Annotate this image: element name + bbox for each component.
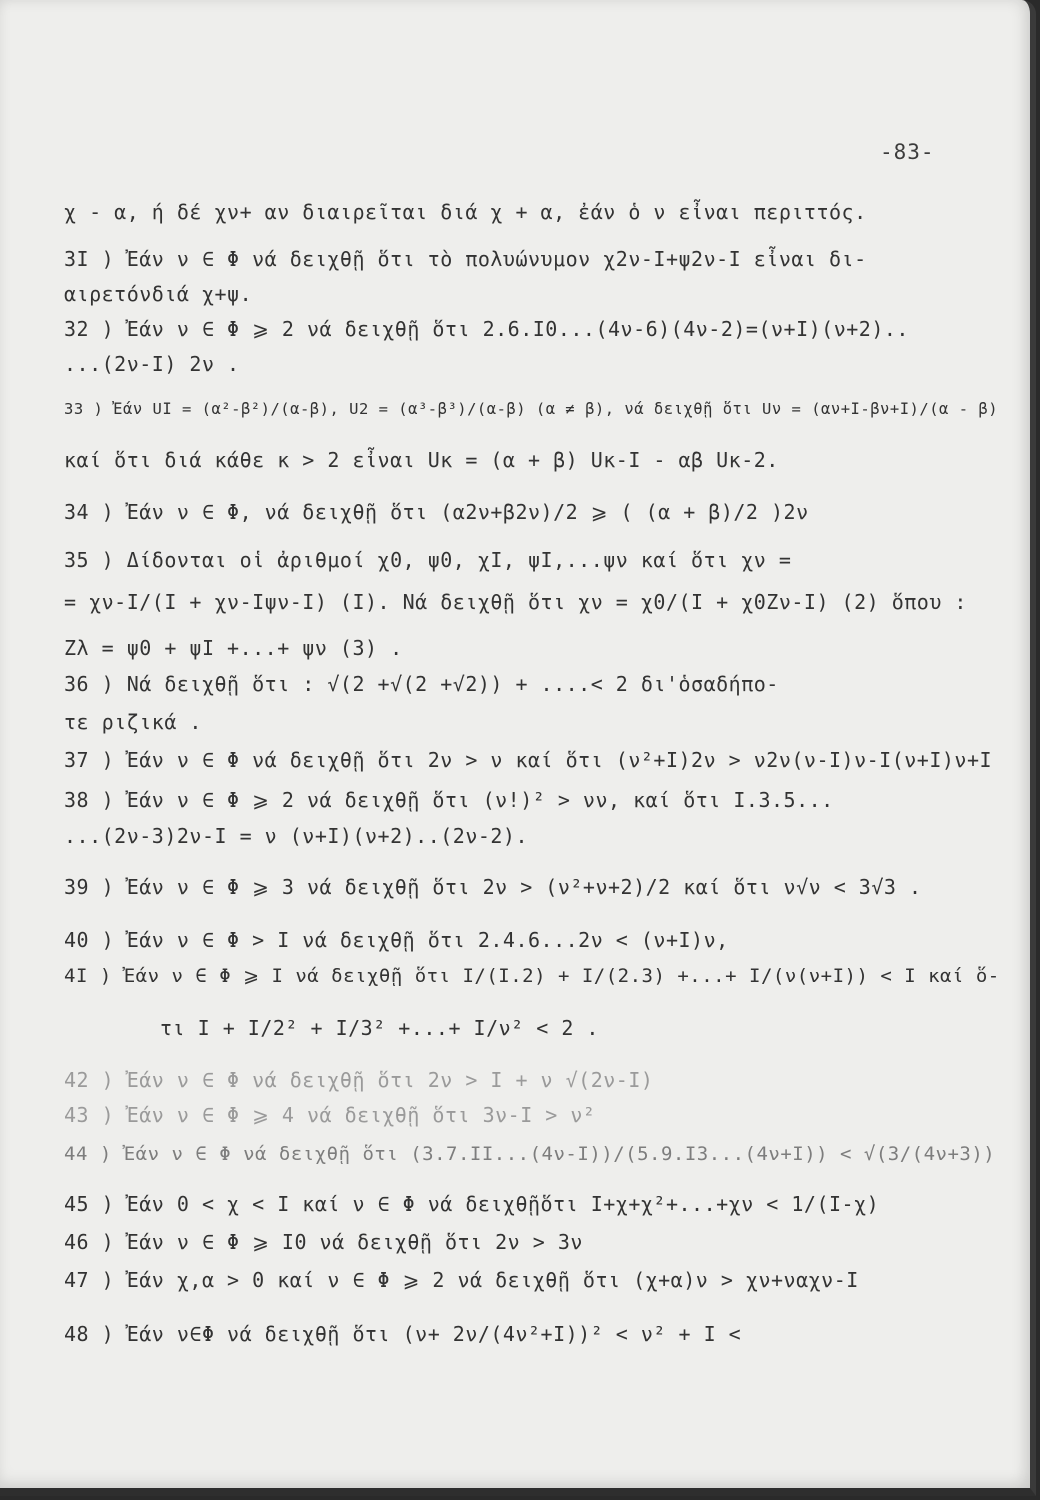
text-line: αιρετόνδιά χ+ψ.	[64, 282, 253, 306]
problem-34: 34 ) Ἐάν ν ∈ Φ, νά δειχθῇ ὅτι (α2ν+β2ν)/2 ⩾ ( (α + β)/2 )2ν	[64, 500, 809, 524]
text-line: τε ριζικά .	[64, 710, 202, 734]
page-number: -83-	[880, 140, 935, 164]
problem-38: 38 ) Ἐάν ν ∈ Φ ⩾ 2 νά δειχθῇ ὅτι (ν!)² > νν, καί ὅτι Ι.3.5...	[64, 788, 834, 812]
text-line: καί ὅτι διά κάθε κ > 2 εἶναι Uκ = (α + β) Uκ-Ι - αβ Uκ-2.	[64, 448, 779, 472]
problem-39: 39 ) Ἐάν ν ∈ Φ ⩾ 3 νά δειχθῇ ὅτι 2ν > (ν²+ν+2)/2 καί ὅτι ν√ν < 3√3 .	[64, 875, 922, 899]
text-line: τι Ι + Ι/2² + Ι/3² +...+ Ι/ν² < 2 .	[160, 1016, 599, 1040]
text-line: χ - α, ή δέ χν+ αν διαιρεῖται διά χ + α, ἐάν ὁ ν εἶναι περιττός.	[64, 200, 867, 224]
text-line: ...(2ν-Ι) 2ν .	[64, 352, 240, 376]
problem-33: 33 ) Ἐάν UΙ = (α²-β²)/(α-β), U2 = (α³-β³)/(α-β) (α ≠ β), νά δειχθῇ ὅτι Uν = (αν+Ι-βν+Ι)/(α - β)	[64, 400, 999, 418]
problem-47: 47 ) Ἐάν χ,α > 0 καί ν ∈ Φ ⩾ 2 νά δειχθῇ ὅτι (χ+α)ν > χν+ναχν-Ι	[64, 1268, 859, 1292]
problem-37: 37 ) Ἐάν ν ∈ Φ νά δειχθῇ ὅτι 2ν > ν καί ὅτι (ν²+Ι)2ν > ν2ν(ν-Ι)ν-Ι(ν+Ι)ν+Ι	[64, 748, 993, 772]
problem-44: 44 ) Ἐάν ν ∈ Φ νά δειχθῇ ὅτι (3.7.ΙΙ...(4ν-Ι))/(5.9.Ι3...(4ν+Ι)) < √(3/(4ν+3))	[64, 1143, 996, 1165]
problem-42: 42 ) Ἐάν ν ∈ Φ νά δειχθῇ ὅτι 2ν > Ι + ν √(2ν-Ι)	[64, 1068, 654, 1092]
text-line: ...(2ν-3)2ν-Ι = ν (ν+Ι)(ν+2)..(2ν-2).	[64, 824, 529, 848]
text-line: Zλ = ψ0 + ψΙ +...+ ψν (3) .	[64, 636, 403, 660]
problem-32: 32 ) Ἐάν ν ∈ Φ ⩾ 2 νά δειχθῇ ὅτι 2.6.Ι0...(4ν-6)(4ν-2)=(ν+Ι)(ν+2)..	[64, 317, 909, 341]
problem-40: 40 ) Ἐάν ν ∈ Φ > Ι νά δειχθῇ ὅτι 2.4.6...2ν < (ν+Ι)ν,	[64, 928, 729, 952]
problem-43: 43 ) Ἐάν ν ∈ Φ ⩾ 4 νά δειχθῇ ὅτι 3ν-Ι > ν²	[64, 1103, 596, 1127]
problem-45: 45 ) Ἐάν 0 < χ < Ι καί ν ∈ Φ νά δειχθῇὅτι Ι+χ+χ²+...+χν < 1/(Ι-χ)	[64, 1192, 880, 1216]
problem-31: 3Ι ) Ἐάν ν ∈ Φ νά δειχθῇ ὅτι τὸ πολυώνυμον χ2ν-Ι+ψ2ν-Ι εἶναι δι-	[64, 247, 867, 271]
text-line: = χν-Ι/(Ι + χν-Ιψν-Ι) (Ι). Νά δειχθῇ ὅτι χν = χ0/(Ι + χ0Zν-Ι) (2) ὅπου :	[64, 590, 967, 614]
problem-36: 36 ) Νά δειχθῇ ὅτι : √(2 +√(2 +√2)) + ....< 2 δι'ὁσαδήπο-	[64, 672, 779, 696]
problem-41: 4Ι ) Ἐάν ν ∈ Φ ⩾ Ι νά δειχθῇ ὅτι Ι/(Ι.2) + Ι/(2.3) +...+ Ι/(ν(ν+Ι)) < Ι καί ὅ-	[64, 965, 1000, 987]
problem-35: 35 ) Δίδονται οἱ ἀριθμοί χ0, ψ0, χΙ, ψΙ,...ψν καί ὅτι χν =	[64, 548, 792, 572]
problem-48: 48 ) Ἐάν ν∈Φ νά δειχθῇ ὅτι (ν+ 2ν/(4ν²+Ι))² < ν² + Ι <	[64, 1322, 742, 1346]
problem-46: 46 ) Ἐάν ν ∈ Φ ⩾ Ι0 νά δειχθῇ ὅτι 2ν > 3ν	[64, 1230, 583, 1254]
